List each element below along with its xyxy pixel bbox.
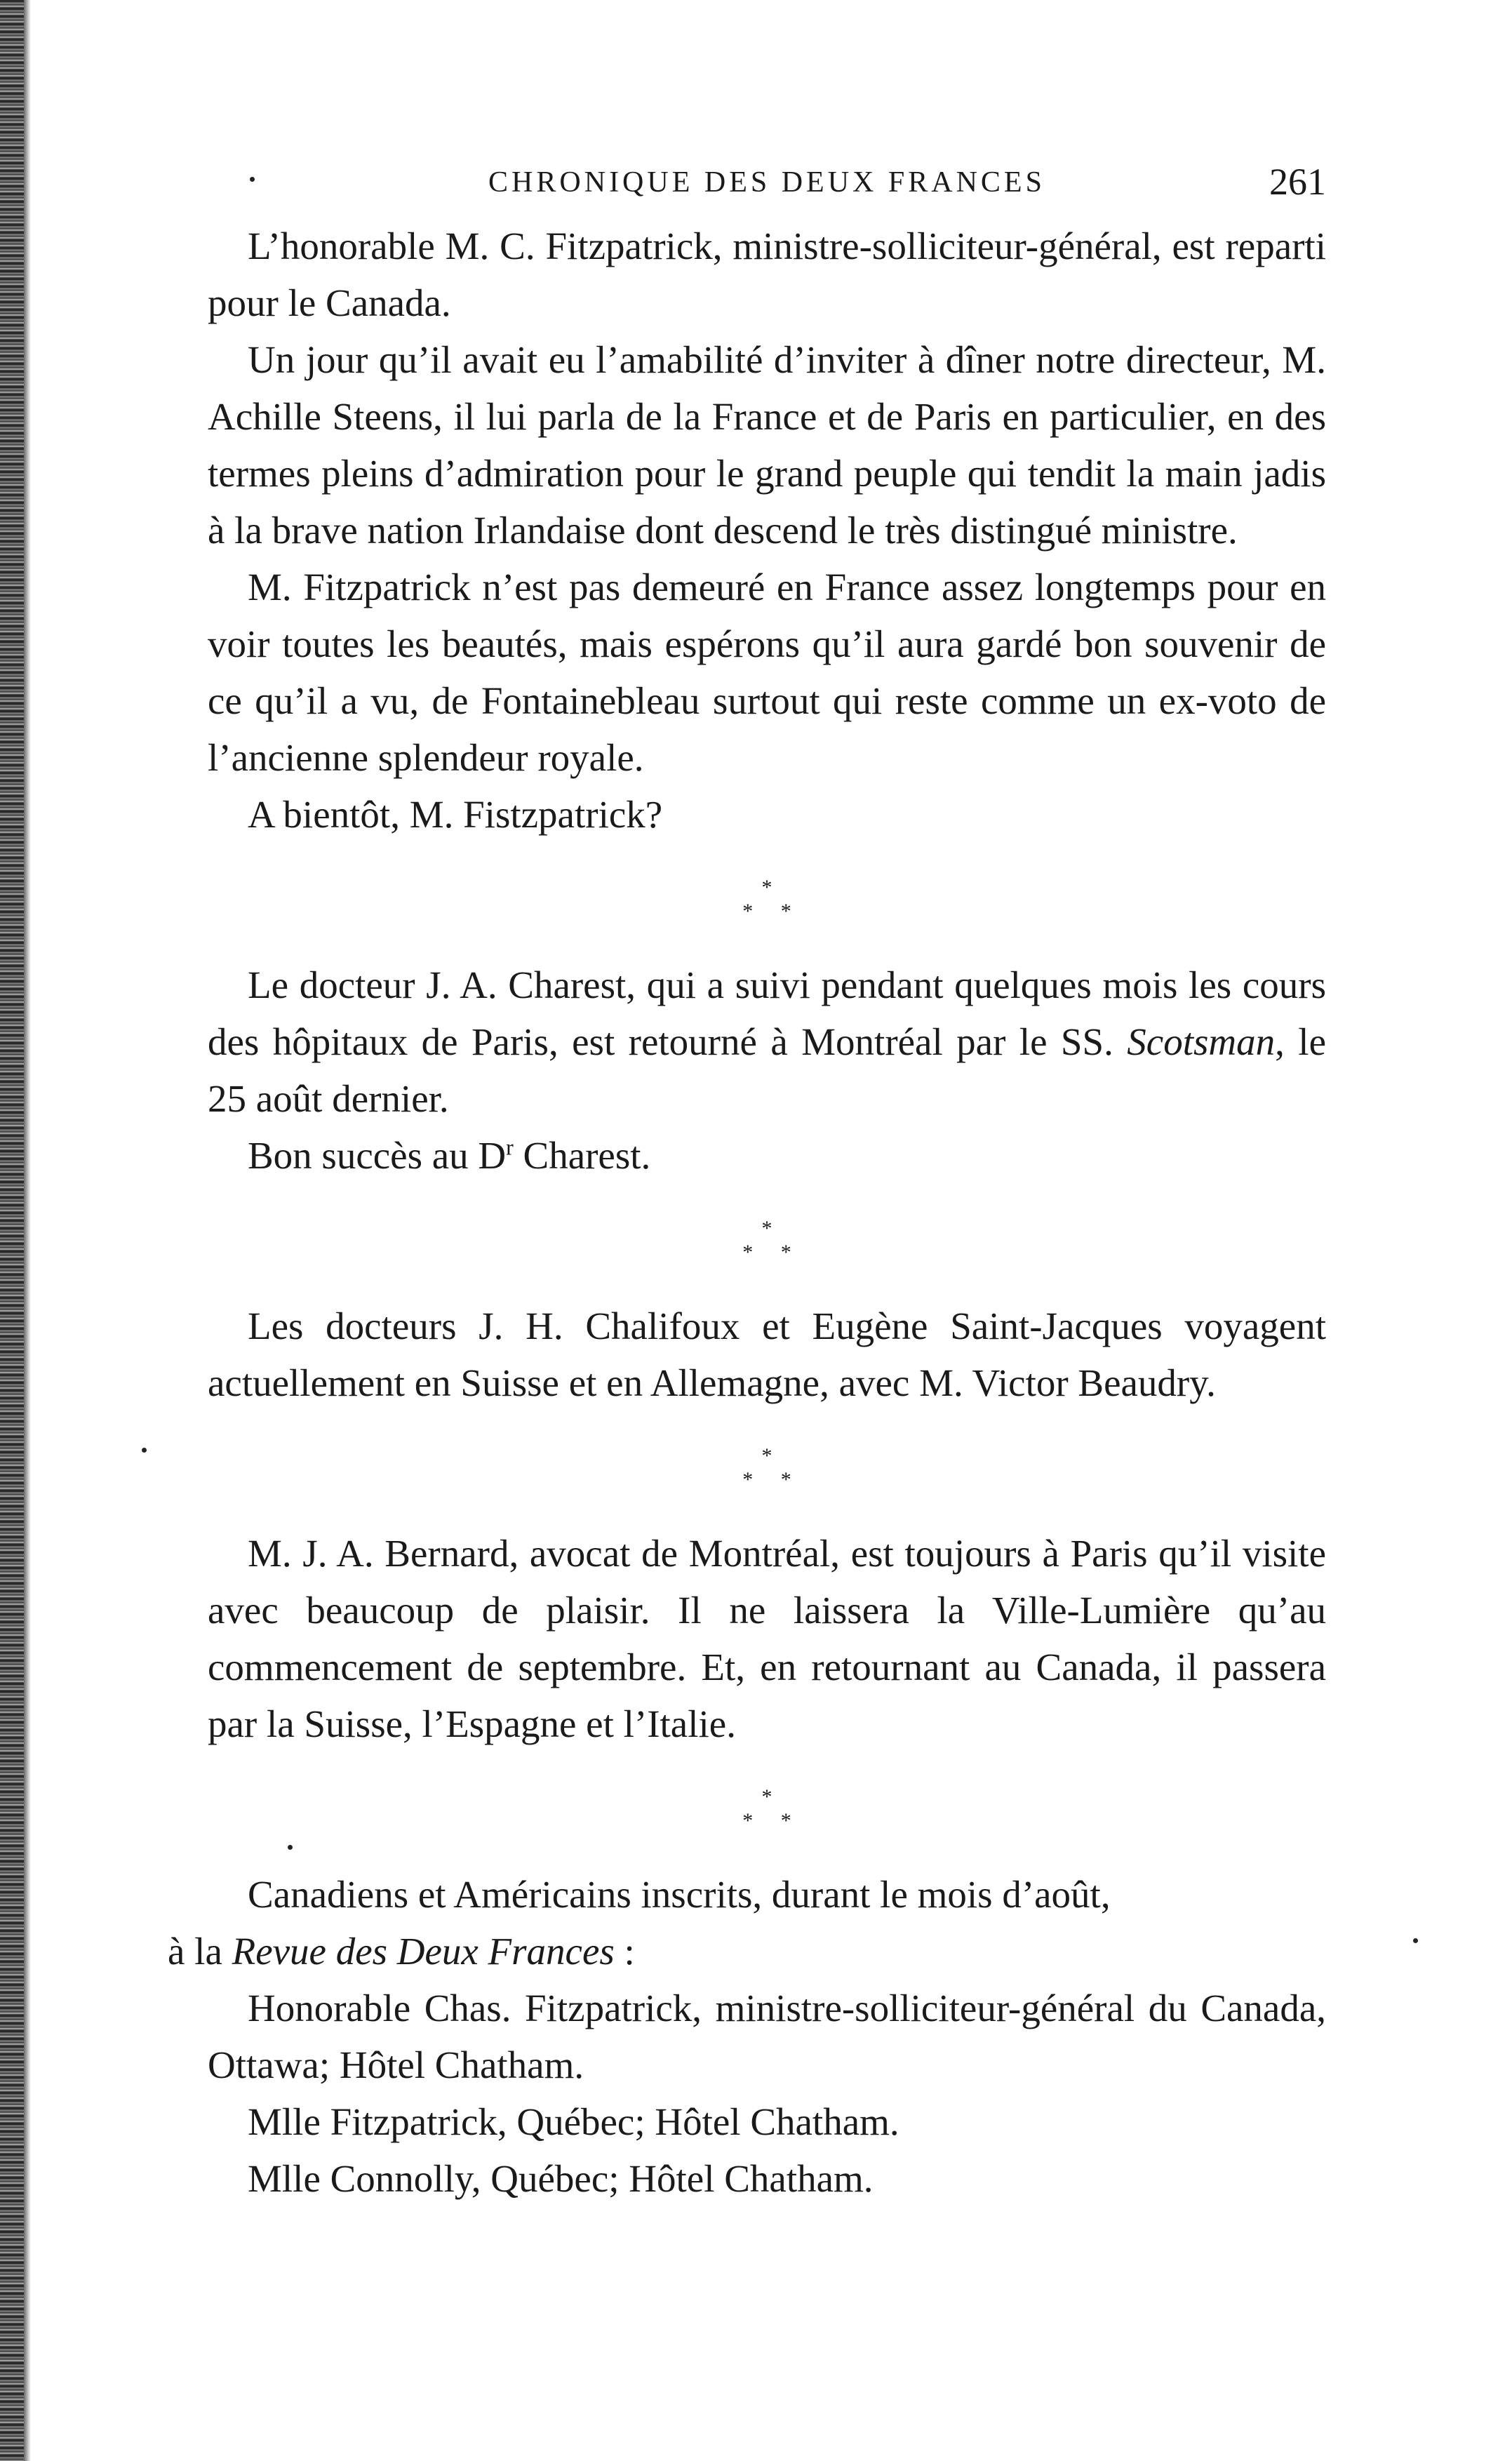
- paragraph-registrations-intro: [168, 1866, 1326, 1980]
- paragraph-farewell: A bientôt, M. Fistzpatrick?: [248, 793, 663, 836]
- ink-speck: [142, 1448, 147, 1453]
- page-number: 261: [1269, 161, 1326, 203]
- asterism-bottom: * *: [742, 900, 803, 923]
- asterism-top: *: [761, 1785, 772, 1808]
- ship-name: Scotsman: [1127, 1020, 1276, 1063]
- section-asterism: [208, 843, 1326, 956]
- ink-speck: [1413, 1938, 1418, 1943]
- registration-entry: Honorable Chas. Fitzpatrick, ministre-solliciteur-général du Canada, Ottawa; Hôtel Chatham.: [208, 1987, 1326, 2086]
- text-run: Canadiens et Américains inscrits, durant le mois d’août,: [248, 1873, 1111, 1916]
- section-asterism: [208, 1411, 1326, 1525]
- running-title: CHRONIQUE DES DEUX FRANCES: [488, 166, 1045, 199]
- text-run: Bon succès au D: [248, 1134, 507, 1177]
- binding-shadow: [24, 0, 31, 2461]
- review-title: Revue des Deux Frances: [232, 1930, 615, 1973]
- section-asterism: [208, 1752, 1326, 1866]
- registration-entry: Mlle Fitzpatrick, Québec; Hôtel Chatham.: [248, 2100, 899, 2143]
- text-run: , le 25 août dernier.: [208, 1020, 1326, 1120]
- asterism-top: *: [761, 1444, 772, 1467]
- asterism-top: *: [761, 1217, 772, 1240]
- asterism-bottom: * *: [742, 1468, 803, 1491]
- text-run: à la: [168, 1930, 232, 1973]
- asterism-top: *: [761, 876, 772, 899]
- binding-edge: [0, 0, 24, 2461]
- paragraph-fontainebleau: M. Fitzpatrick n’est pas demeuré en France assez longtemps pour en voir toutes les beautés, mais espérons qu’il aura gardé bon souvenir de ce qu’il a vu, de Fontainebleau surtout qui reste comme un ex-voto de l’ancienne splendeur royale.: [208, 566, 1326, 779]
- chronicle-text: [168, 218, 1326, 2207]
- asterism-bottom: * *: [742, 1241, 803, 1264]
- paragraph-fitzpatrick-departure: L’honorable M. C. Fitzpatrick, ministre-solliciteur-général, est reparti pour le Canada.: [208, 225, 1326, 324]
- text-run: Charest.: [513, 1134, 651, 1177]
- paragraph-dinner-invitation: Un jour qu’il avait eu l’amabilité d’inviter à dîner notre directeur, M. Achille Steens, il lui parla de la France et de Paris en particulier, en des termes pleins d’admiration pour le grand peuple qui tendit la main jadis à la brave nation Irlandaise dont descend le très distingué ministre.: [208, 338, 1326, 552]
- running-head: [208, 160, 1326, 202]
- paragraph-charest-wishes: [208, 1127, 1326, 1184]
- registration-entry: Mlle Connolly, Québec; Hôtel Chatham.: [248, 2157, 874, 2200]
- text-run: :: [614, 1930, 635, 1973]
- paragraph-charest-return: [208, 956, 1326, 1127]
- superscript: r: [506, 1134, 514, 1160]
- paragraph-doctors-travel: Les docteurs J. H. Chalifoux et Eugène Saint-Jacques voyagent actuellement en Suisse et en Allemagne, avec M. Victor Beaudry.: [208, 1305, 1326, 1404]
- text-run: Le docteur J. A. Charest, qui a suivi pendant quelques mois les cours des hôpitaux de Paris, est retourné à Montréal par le SS.: [208, 963, 1326, 1063]
- asterism-bottom: * *: [742, 1809, 803, 1832]
- section-asterism: [208, 1184, 1326, 1298]
- paragraph-bernard-paris: M. J. A. Bernard, avocat de Montréal, est toujours à Paris qu’il visite avec beaucoup de plaisir. Il ne laissera la Ville-Lumière qu’au commencement de septembre. Et, en retournant au Canada, il passera par la Suisse, l’Espagne et l’Italie.: [208, 1532, 1326, 1745]
